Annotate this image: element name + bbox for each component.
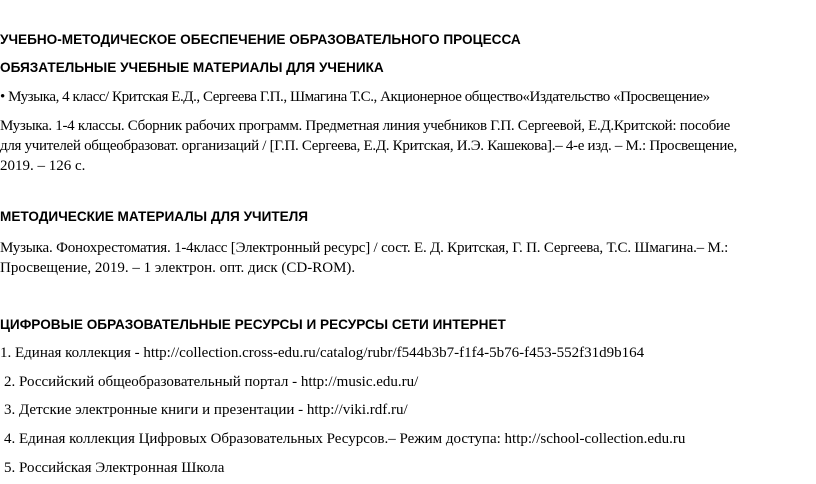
program-collection-line-2: для учителей общеобразоват. организаций / [Г.П. Сергеева, Е.Д. Критская, И.Э. Кашекова].– 4-е изд. – М.: Просвещение, (0, 138, 737, 154)
student-materials-heading: ОБЯЗАТЕЛЬНЫЕ УЧЕБНЫЕ МАТЕРИАЛЫ ДЛЯ УЧЕНИКА (0, 60, 384, 75)
digital-resource-item-4: 4. Единая коллекция Цифровых Образовательных Ресурсов.– Режим доступа: http://school-collection.edu.ru (4, 431, 686, 447)
phonochrestomathy-line-2: Просвещение, 2019. – 1 электрон. опт. диск (CD-ROM). (0, 260, 356, 276)
program-collection-line-3: 2019. – 126 с. (0, 158, 86, 174)
phonochrestomathy-line-1: Музыка. Фонохрестоматия. 1-4класс [Электронный ресурс] / сост. Е. Д. Критская, Г. П. Сергеева, Т.С. Шмагина.– М.: (0, 240, 729, 256)
digital-resource-item-1: 1. Единая коллекция - http://collection.cross-edu.ru/catalog/rubr/f544b3b7-f1f4-5b76-f453-552f31d9b164 (0, 345, 645, 361)
student-textbook-item: • Музыка, 4 класс/ Критская Е.Д., Сергеева Г.П., Шмагина Т.С., Акционерное общество«Издательство «Просвещение» (0, 89, 710, 105)
program-collection-line-1: Музыка. 1-4 классы. Сборник рабочих программ. Предметная линия учебников Г.П. Сергеевой, Е.Д.Критской: пособие (0, 118, 730, 134)
digital-resource-item-5: 5. Российская Электронная Школа (4, 460, 225, 476)
teacher-materials-heading: МЕТОДИЧЕСКИЕ МАТЕРИАЛЫ ДЛЯ УЧИТЕЛЯ (0, 209, 309, 224)
digital-resources-heading: ЦИФРОВЫЕ ОБРАЗОВАТЕЛЬНЫЕ РЕСУРСЫ И РЕСУРСЫ СЕТИ ИНТЕРНЕТ (0, 317, 506, 332)
digital-resource-item-3: 3. Детские электронные книги и презентации - http://viki.rdf.ru/ (4, 402, 408, 418)
page-title: УЧЕБНО-МЕТОДИЧЕСКОЕ ОБЕСПЕЧЕНИЕ ОБРАЗОВАТЕЛЬНОГО ПРОЦЕССА (0, 32, 521, 47)
digital-resource-item-2: 2. Российский общеобразовательный портал - http://music.edu.ru/ (4, 374, 419, 390)
